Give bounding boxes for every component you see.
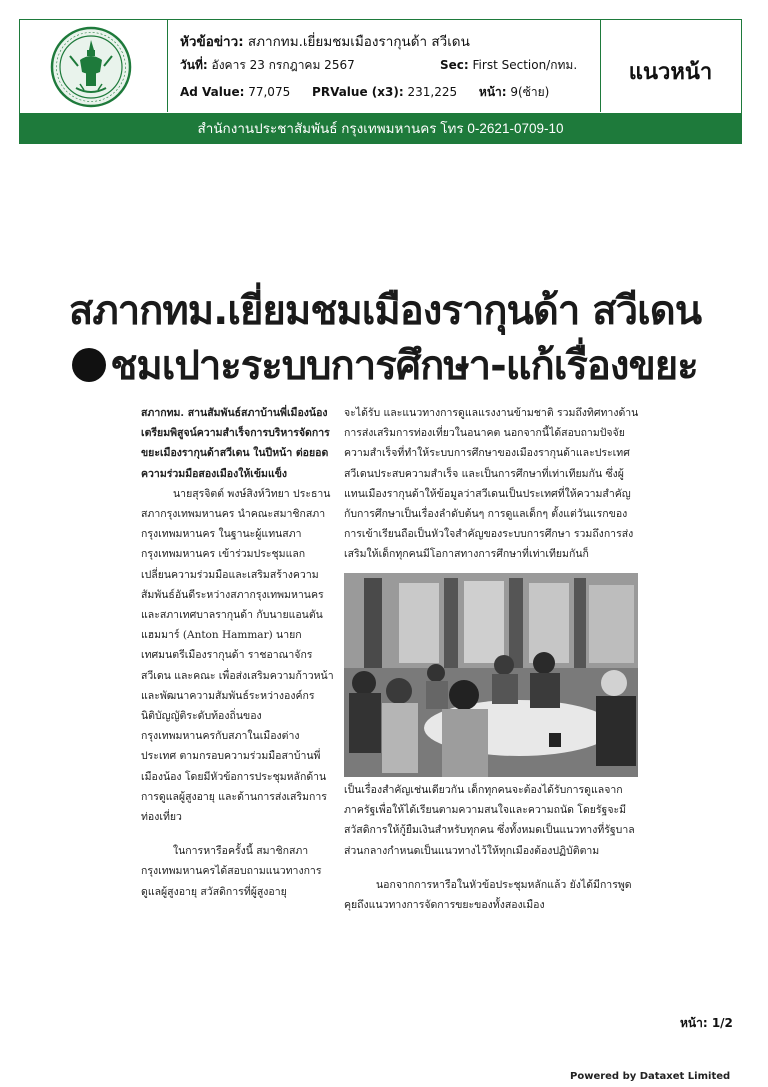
- article-paragraph: เป็นเรื่องสำคัญเช่นเดียวกัน เด็กทุกคนจะต้องได้รับการดูแลจากภาครัฐเพื่อให้ได้เรียนตามความสนใจและความถนัด โดยรัฐจะมีสวัสดิการให้กู้ยืมเงินสำหรับทุกคน ซึ่งทั้งหมดเป็นแนวทางที่รัฐบาลส่วนกลางกำหนดเป็นแนวทางไว้ให้ทุกเมืองต้องปฏิบัติตาม: [344, 784, 635, 857]
- article-paragraph: นายสุรจิตต์ พงษ์สิงห์วิทยา ประธานสภากรุงเทพมหานคร นำคณะสมาชิกสภากรุงเทพมหานคร ในฐานะผู้แทนสภากรุงเทพมหานคร เข้าร่วมประชุมแลกเปลี่ยนความร่วมมือและเสริมสร้างความสัมพันธ์อันดีระหว่างสภากรุงเทพมหานครและสภาเทศบาลรากุนด้า กับนายแอนตันแฮมมาร์ (Anton Hammar) นายกเทศมนตรีเมืองรากุนด้า ราชอาณาจักรสวีเดน และคณะ เพื่อส่งเสริมความก้าวหน้าและพัฒนาความสัมพันธ์ระหว่างองค์กรนิติบัญญัติระดับท้องถิ่นของกรุงเทพมหานครกับสภาในเมืองต่างประเทศ ตามกรอบความร่วมมือสาบ้านพี่เมืองน้อง โดยมีหัวข้อการประชุมหลักด้านการดูแลผู้สูงอายุ และด้านการส่งเสริมการท่องเที่ยว: [141, 487, 334, 824]
- article-title-line2: [30, 333, 740, 397]
- bangkok-seal-logo: [50, 26, 132, 108]
- headline-label: หัวข้อข่าว:: [180, 34, 244, 50]
- article-column-1: [141, 403, 334, 902]
- ad-value: 77,075: [248, 85, 291, 99]
- logo-cell: [20, 20, 168, 112]
- headline-value: สภากทม.เยี่ยมชมเมืองรากุนด้า สวีเดน: [247, 34, 470, 50]
- article-lead: สภากทม. สานสัมพันธ์สภาบ้านพี่เมืองน้อง เตรียมพิสูจน์ความสำเร็จการบริหารจัดการขยะเมืองรากุนด้าสวีเดน ในปีหน้า ต่อยอดความร่วมมือสองเมืองให้เข้มแข็ง: [141, 407, 330, 480]
- page-number: หน้า: 1/2: [680, 1016, 733, 1030]
- article-title-line2-text: ชมเปาะระบบการศึกษา-แก้เรื่องขยะ: [110, 343, 698, 389]
- ad-value-label: Ad Value:: [180, 85, 245, 99]
- clipping-info: [180, 20, 600, 112]
- section-cell: [600, 20, 741, 112]
- page-label: หน้า:: [478, 85, 507, 99]
- article-paragraph: ในการหารือครั้งนี้ สมาชิกสภากรุงเทพมหานครได้สอบถามแนวทางการดูแลผู้สูงอายุ สวัสดิการที่ผู้สูงอายุ: [141, 845, 322, 898]
- pr-value: 231,225: [407, 85, 458, 99]
- meeting-photo: [344, 573, 638, 777]
- pr-value-label: PRValue (x3):: [312, 85, 404, 99]
- bullet-dot: [72, 348, 106, 382]
- headline-row: [180, 30, 470, 52]
- sec-label: Sec:: [440, 58, 469, 72]
- article-paragraph: จะได้รับ และแนวทางการดูแลแรงงานข้ามชาติ รวมถึงทิศทางด้านการส่งเสริมการท่องเที่ยวในอนาคต นอกจากนี้ได้สอบถามปัจจัยความสำเร็จที่ทำให้ระบบการศึกษาของเมืองรากุนด้าและประเทศสวีเดนประสบความสำเร็จ และเป็นการศึกษาที่เท่าเทียมกัน ซึ่งผู้แทนเมืองรากุนด้าให้ข้อมูลว่าสวีเดนเป็นประเทศที่ให้ความสำคัญกับการศึกษาเป็นเรื่องลำดับต้นๆ การดูแลเด็กๆ ตั้งแต่วันแรกของการเข้าเรียนถือเป็นหัวใจสำคัญของระบบการศึกษา รวมถึงการส่งเสริมให้เด็กทุกคนมีโอกาสทางการศึกษาที่เท่าเทียมกันก็: [344, 407, 639, 561]
- sec-value: First Section/กทม.: [472, 58, 578, 72]
- sec-field: [440, 56, 577, 75]
- value-row: [180, 83, 549, 102]
- publication-name: แนวหน้า: [628, 60, 713, 85]
- date-label: วันที่:: [180, 58, 208, 72]
- clipping-header: [19, 19, 742, 114]
- date-row: [180, 56, 600, 75]
- article-paragraph: นอกจากการหารือในหัวข้อประชุมหลักแล้ว ยังได้มีการพูดคุยถึงแนวทางการจัดการขยะของทั้งสองเมือง: [344, 878, 632, 912]
- powered-by: Powered by Dataxet Limited: [570, 1071, 731, 1082]
- page-value: 9(ซ้าย): [510, 85, 550, 99]
- meeting-photo-image: [344, 573, 638, 777]
- article-title-line1: สภากทม.เยี่ยมชมเมืองรากุนด้า สวีเดน: [68, 288, 702, 334]
- date-value: อังคาร 23 กรกฎาคม 2567: [211, 58, 355, 72]
- article-column-2-continued: [344, 780, 640, 915]
- article-column-2: [344, 403, 640, 565]
- office-bar: สำนักงานประชาสัมพันธ์ กรุงเทพมหานคร โทร 0-2621-0709-10: [19, 114, 742, 144]
